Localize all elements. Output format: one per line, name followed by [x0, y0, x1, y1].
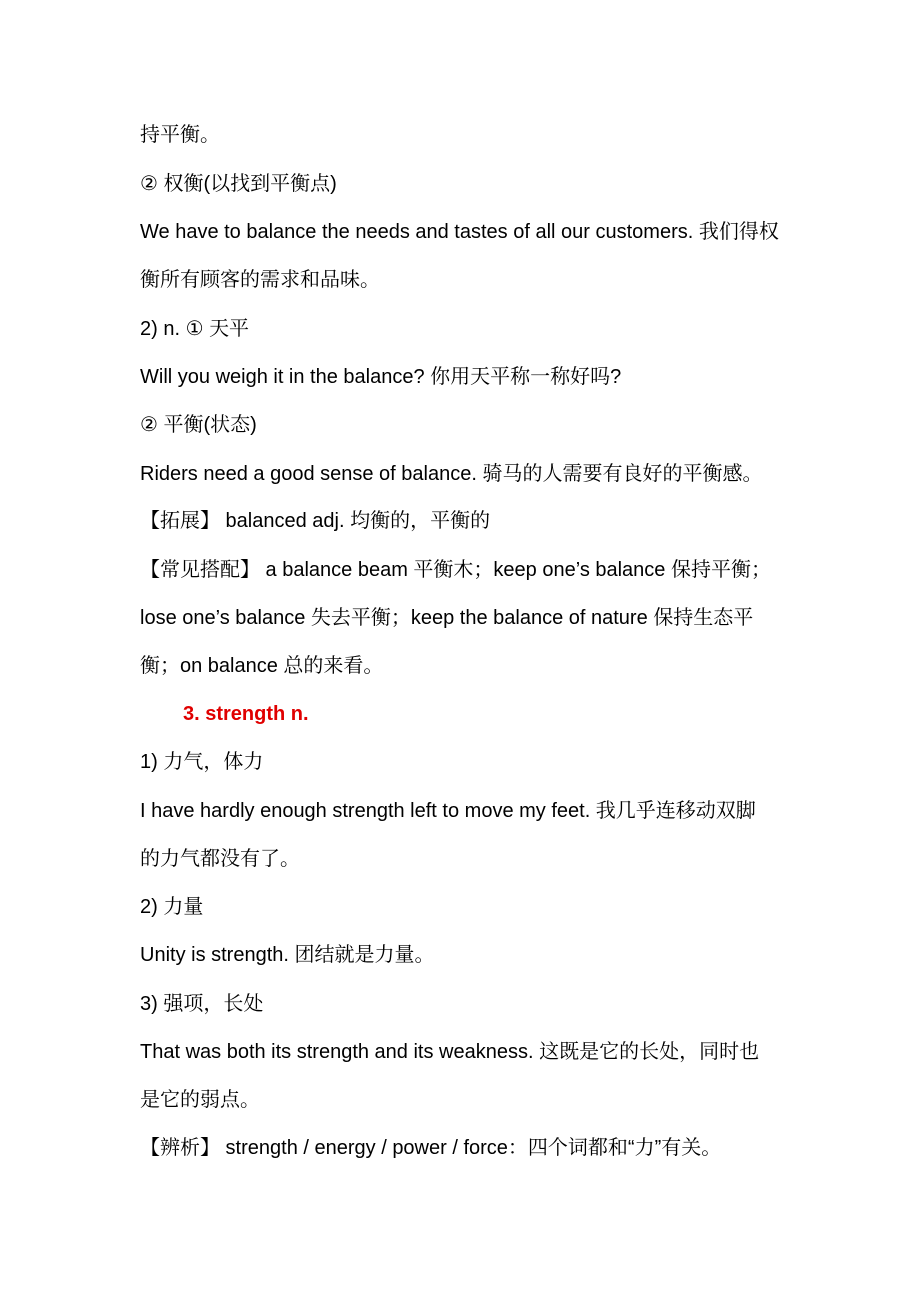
text-line: 2) 力量 [140, 896, 204, 918]
section-heading: 3. strength n. [183, 703, 309, 725]
text-line: ② 平衡(状态) [140, 414, 257, 436]
text-line: 的力气都没有了。 [140, 848, 300, 870]
text-line: lose one’s balance 失去平衡；keep the balance of nature 保持生态平 [140, 607, 754, 629]
text-line: 衡所有顾客的需求和品味。 [140, 269, 380, 291]
text-line: Riders need a good sense of balance. 骑马的人需要有良好的平衡感。 [140, 463, 763, 485]
text-line: We have to balance the needs and tastes of all our customers. 我们得权 [140, 221, 779, 243]
text-line: 2) n. ① 天平 [140, 318, 250, 340]
text-line: Will you weigh it in the balance? 你用天平称一称好吗? [140, 366, 622, 388]
text-line: I have hardly enough strength left to move my feet. 我几乎连移动双脚 [140, 800, 756, 822]
text-line: 【拓展】 balanced adj. 均衡的，平衡的 [140, 510, 491, 532]
text-line: That was both its strength and its weakness. 这既是它的长处，同时也 [140, 1041, 760, 1063]
text-line: 持平衡。 [140, 124, 220, 146]
text-line: 【辨析】 strength / energy / power / force：四个词都和“力”有关。 [140, 1137, 722, 1159]
text-line: Unity is strength. 团结就是力量。 [140, 944, 435, 966]
text-line: 衡；on balance 总的来看。 [140, 655, 384, 677]
text-line: 1) 力气，体力 [140, 751, 264, 773]
text-line: 3) 强项，长处 [140, 993, 264, 1015]
text-line: 【常见搭配】 a balance beam 平衡木；keep one’s balance 保持平衡； [140, 559, 771, 581]
text-line: ② 权衡(以找到平衡点) [140, 173, 337, 195]
text-line: 是它的弱点。 [140, 1089, 260, 1111]
